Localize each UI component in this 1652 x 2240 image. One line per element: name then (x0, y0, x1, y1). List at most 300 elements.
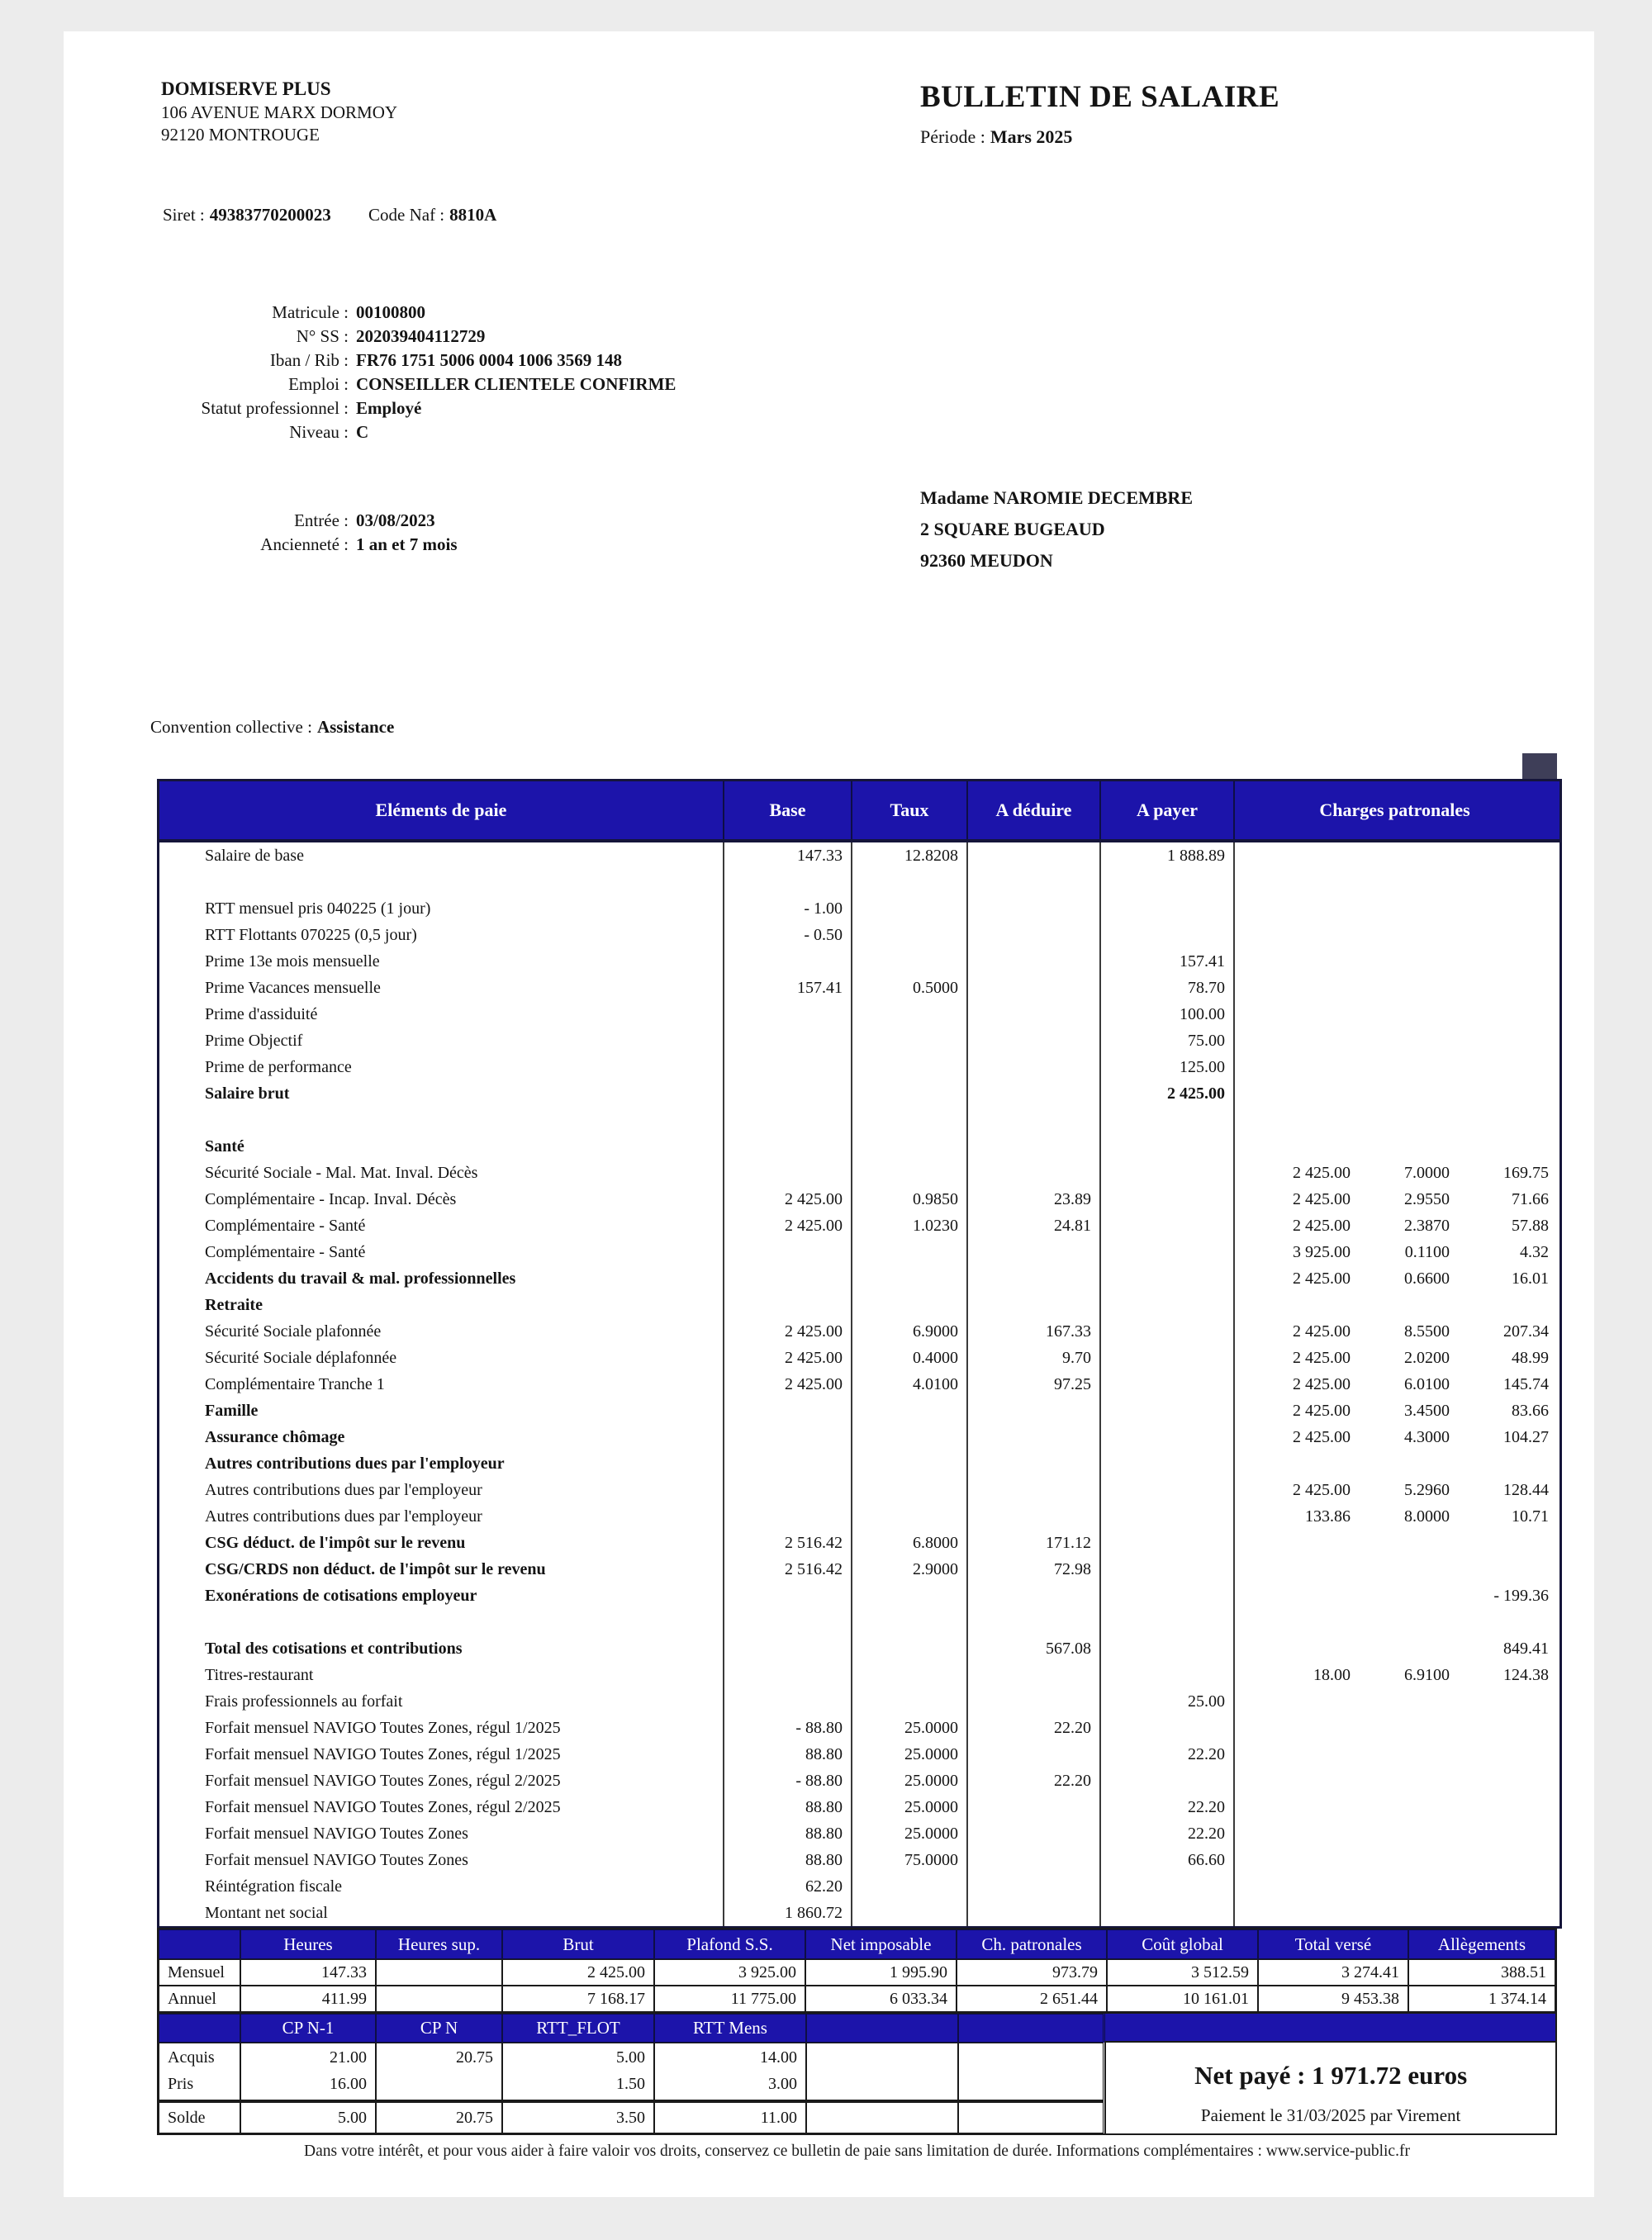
cell-deduire: 167.33 (968, 1318, 1101, 1345)
cell-charges-amount: 128.44 (1503, 1481, 1549, 1499)
table-row (159, 1768, 1559, 1794)
cell-charges (1235, 1133, 1555, 1160)
cell-payer (1101, 1398, 1235, 1424)
cell-charges-amount (1450, 1900, 1549, 1926)
cell-charges-taux (1351, 1794, 1450, 1820)
cell-charges (1235, 1107, 1555, 1133)
table-header-cell: Base (724, 781, 852, 839)
summary-header-cell: Plafond S.S. (654, 1929, 805, 1959)
cell-charges-amount (1450, 1107, 1549, 1133)
cell-deduire (968, 1609, 1101, 1635)
cell-charges-base: 2 425.00 (1293, 1428, 1351, 1446)
cell-charges (1235, 1213, 1555, 1239)
scan-corner-mark (1522, 753, 1557, 779)
leave-cell-acquis (807, 2043, 949, 2070)
cell-charges-base (1235, 869, 1351, 895)
summary-row (159, 1959, 1555, 1986)
cell-label: Accidents du travail & mal. professionnelles (159, 1265, 724, 1292)
cell-charges-amount (1450, 1873, 1549, 1900)
entry-field-label: Ancienneté : (260, 534, 349, 554)
cell-charges-amount (1450, 1847, 1549, 1873)
table-row (159, 1133, 1559, 1160)
cell-taux: 25.0000 (852, 1820, 968, 1847)
cell-deduire: 97.25 (968, 1371, 1101, 1398)
cell-charges (1235, 1688, 1555, 1715)
cell-taux (852, 1900, 968, 1926)
cell-charges-amount (1450, 1820, 1549, 1847)
cell-deduire (968, 1239, 1101, 1265)
cell-charges (1235, 1345, 1555, 1371)
cell-charges (1235, 948, 1555, 975)
cell-charges-amount (1450, 1609, 1549, 1635)
cell-base (724, 1583, 852, 1609)
table-row (159, 1398, 1559, 1424)
cell-base: 2 516.42 (724, 1556, 852, 1583)
cell-taux (852, 1398, 968, 1424)
cell-charges-base (1235, 1292, 1351, 1318)
cell-charges-amount: 849.41 (1503, 1640, 1549, 1658)
convention-line (150, 717, 394, 738)
cell-base (724, 1662, 852, 1688)
cell-deduire: 23.89 (968, 1186, 1101, 1213)
cell-charges-taux (1351, 1635, 1450, 1662)
cell-charges (1235, 1186, 1555, 1213)
cell-charges-amount (1450, 1715, 1549, 1741)
cell-payer (1101, 1900, 1235, 1926)
cell-charges-amount: 48.99 (1512, 1349, 1549, 1367)
cell-label: Total des cotisations et contributions (159, 1635, 724, 1662)
leave-header-cell (159, 2014, 240, 2043)
table-row (159, 1847, 1559, 1873)
cell-charges (1235, 1398, 1555, 1424)
cell-deduire (968, 1133, 1101, 1160)
cell-payer (1101, 1662, 1235, 1688)
cell-base: 88.80 (724, 1741, 852, 1768)
summary-cell: 2 651.44 (957, 1986, 1107, 2012)
leave-cell (240, 2043, 376, 2100)
cell-charges-taux (1351, 1107, 1450, 1133)
cell-charges-amount (1450, 1530, 1549, 1556)
table-row (159, 1186, 1559, 1213)
cell-taux (852, 1503, 968, 1530)
cell-charges-taux (1351, 1715, 1450, 1741)
summary-row-label: Mensuel (159, 1959, 240, 1986)
cell-charges-base (1235, 895, 1351, 922)
cell-deduire (968, 1794, 1101, 1820)
cell-payer: 25.00 (1101, 1688, 1235, 1715)
employee-field-label: Emploi : (288, 374, 349, 394)
leave-header-row (159, 2014, 1104, 2043)
cell-charges-amount (1450, 895, 1549, 922)
leave-header-cell: CP N-1 (240, 2014, 376, 2043)
cell-taux (852, 869, 968, 895)
payroll-table (157, 779, 1562, 1929)
table-header-cell: A déduire (968, 781, 1101, 839)
summary-cell: 147.33 (240, 1959, 376, 1986)
cell-payer (1101, 1477, 1235, 1503)
cell-charges-base (1235, 1027, 1351, 1054)
employer-name: DOMISERVE PLUS (161, 78, 331, 99)
entry-field-value: 1 an et 7 mois (356, 534, 458, 554)
cell-charges-taux (1351, 1556, 1450, 1583)
table-header-cell: Eléments de paie (159, 781, 724, 839)
cell-base: 147.33 (724, 842, 852, 869)
period-label: Période : (920, 126, 985, 147)
cell-payer: 22.20 (1101, 1820, 1235, 1847)
cell-base (724, 869, 852, 895)
employee-field-row (146, 420, 676, 444)
cell-charges-base (1235, 975, 1351, 1001)
cell-label: RTT Flottants 070225 (0,5 jour) (159, 922, 724, 948)
cell-payer: 75.00 (1101, 1027, 1235, 1054)
convention-label: Convention collective : (150, 717, 312, 737)
cell-deduire: 171.12 (968, 1530, 1101, 1556)
cell-charges-base (1235, 1583, 1351, 1609)
cell-charges-base (1235, 1900, 1351, 1926)
cell-taux (852, 1450, 968, 1477)
cell-payer (1101, 1265, 1235, 1292)
cell-label: Autres contributions dues par l'employeur (159, 1477, 724, 1503)
cell-charges-base (1235, 1054, 1351, 1080)
leave-solde-cell (958, 2100, 1104, 2133)
period-line (920, 126, 1279, 148)
cell-charges-amount (1450, 1741, 1549, 1768)
payslip-page (64, 31, 1594, 2197)
cell-taux: 25.0000 (852, 1741, 968, 1768)
cell-charges-amount (1450, 1794, 1549, 1820)
cell-charges-base (1235, 1107, 1351, 1133)
summary-header-cell (159, 1929, 240, 1959)
cell-base: 88.80 (724, 1794, 852, 1820)
cell-charges-taux: 8.5500 (1404, 1322, 1450, 1341)
cell-charges (1235, 922, 1555, 948)
summary-header-cell: Ch. patronales (957, 1929, 1107, 1959)
cell-taux: 4.0100 (852, 1371, 968, 1398)
cell-charges (1235, 1662, 1555, 1688)
leave-cell-pris (959, 2070, 1094, 2096)
cell-deduire (968, 1688, 1101, 1715)
summary-cell: 3 512.59 (1107, 1959, 1258, 1986)
cell-taux (852, 1107, 968, 1133)
cell-taux (852, 1609, 968, 1635)
entry-field-value: 03/08/2023 (356, 510, 435, 530)
cell-base: 88.80 (724, 1847, 852, 1873)
cell-charges-amount (1450, 1556, 1549, 1583)
cell-label: Complémentaire Tranche 1 (159, 1371, 724, 1398)
cell-label: Exonérations de cotisations employeur (159, 1583, 724, 1609)
cell-payer (1101, 869, 1235, 895)
employee-field-label: Iban / Rib : (269, 350, 349, 370)
cell-charges-base: 2 425.00 (1293, 1269, 1351, 1288)
cell-deduire: 24.81 (968, 1213, 1101, 1239)
summary-row-label: Annuel (159, 1986, 240, 2012)
cell-taux (852, 922, 968, 948)
summary-header-cell: Brut (502, 1929, 654, 1959)
employee-field-label: Niveau : (289, 422, 349, 442)
employee-field-value: FR76 1751 5006 0004 1006 3569 148 (356, 350, 622, 370)
leave-solde-cell (806, 2100, 958, 2133)
cell-charges-base (1235, 1556, 1351, 1583)
cell-charges-base (1235, 948, 1351, 975)
leave-header-cell (958, 2014, 1104, 2043)
summary-header-cell: Allègements (1408, 1929, 1555, 1959)
cell-charges-base: 2 425.00 (1293, 1164, 1351, 1182)
cell-payer (1101, 1768, 1235, 1794)
employee-field-row (146, 325, 676, 349)
cell-taux: 12.8208 (852, 842, 968, 869)
summary-cell: 3 925.00 (654, 1959, 805, 1986)
cell-charges-base (1235, 1794, 1351, 1820)
cell-charges-base: 133.86 (1305, 1507, 1351, 1526)
recipient-street: 2 SQUARE BUGEAUD (920, 519, 1105, 539)
cell-charges-taux (1351, 1768, 1450, 1794)
leave-acquis-pris-rows (159, 2043, 1104, 2100)
table-row (159, 1530, 1559, 1556)
cell-label: Autres contributions dues par l'employeur (159, 1450, 724, 1477)
cell-charges-amount: 124.38 (1503, 1666, 1549, 1684)
leave-solde-cell: 11.00 (654, 2100, 806, 2133)
cell-taux: 25.0000 (852, 1768, 968, 1794)
cell-charges (1235, 1292, 1555, 1318)
cell-taux (852, 895, 968, 922)
cell-label: Prime Vacances mensuelle (159, 975, 724, 1001)
cell-deduire (968, 869, 1101, 895)
cell-label: Forfait mensuel NAVIGO Toutes Zones, régul 2/2025 (159, 1768, 724, 1794)
table-row (159, 1688, 1559, 1715)
cell-charges-base (1235, 1080, 1351, 1107)
cell-charges-base (1235, 1609, 1351, 1635)
cell-charges-taux (1351, 869, 1450, 895)
cell-base (724, 1239, 852, 1265)
cell-base: 2 425.00 (724, 1213, 852, 1239)
cell-charges-amount: 16.01 (1512, 1269, 1549, 1288)
cell-charges (1235, 1873, 1555, 1900)
cell-base (724, 1027, 852, 1054)
summary-cell (376, 1959, 502, 1986)
cell-payer (1101, 1160, 1235, 1186)
cell-taux (852, 1873, 968, 1900)
cell-charges (1235, 1609, 1555, 1635)
summary-header-cell: Heures sup. (376, 1929, 502, 1959)
cell-charges-base (1235, 1001, 1351, 1027)
cell-charges (1235, 1741, 1555, 1768)
leave-solde-cell: 5.00 (240, 2100, 376, 2133)
cell-charges-taux (1351, 1054, 1450, 1080)
cell-deduire (968, 1107, 1101, 1133)
cell-taux (852, 1054, 968, 1080)
leave-cell-acquis (959, 2043, 1094, 2070)
cell-taux (852, 1477, 968, 1503)
cell-deduire (968, 1054, 1101, 1080)
table-header-cell: Charges patronales (1319, 800, 1470, 820)
cell-charges-base: 2 425.00 (1293, 1217, 1351, 1235)
table-row (159, 1873, 1559, 1900)
cell-taux (852, 1080, 968, 1107)
cell-taux: 0.4000 (852, 1345, 968, 1371)
summary-cell: 973.79 (957, 1959, 1107, 1986)
cell-charges-base (1235, 1820, 1351, 1847)
table-row (159, 1794, 1559, 1820)
table-row-blank (159, 1107, 1559, 1133)
cell-taux (852, 1583, 968, 1609)
cell-payer (1101, 1450, 1235, 1477)
cell-label: Forfait mensuel NAVIGO Toutes Zones (159, 1820, 724, 1847)
cell-payer: 22.20 (1101, 1794, 1235, 1820)
cell-charges-taux: 0.6600 (1404, 1269, 1450, 1288)
cell-base (724, 1133, 852, 1160)
cell-charges-base (1235, 1741, 1351, 1768)
entry-field-row (146, 509, 458, 533)
cell-charges-base (1235, 1133, 1351, 1160)
cell-base (724, 1265, 852, 1292)
cell-charges-base (1235, 1768, 1351, 1794)
cell-charges (1235, 1371, 1555, 1398)
cell-deduire (968, 1027, 1101, 1054)
employee-fields (146, 301, 676, 444)
cell-payer: 22.20 (1101, 1741, 1235, 1768)
cell-charges-amount: 145.74 (1503, 1375, 1549, 1393)
table-row (159, 1265, 1559, 1292)
cell-charges-amount (1450, 975, 1549, 1001)
cell-deduire (968, 975, 1101, 1001)
cell-base: 2 425.00 (724, 1345, 852, 1371)
cell-charges-amount (1450, 1292, 1549, 1318)
cell-base (724, 1635, 852, 1662)
cell-charges-base (1235, 1715, 1351, 1741)
cell-charges-amount (1450, 869, 1549, 895)
cell-base (724, 1001, 852, 1027)
cell-payer (1101, 1213, 1235, 1239)
cell-charges (1235, 1160, 1555, 1186)
cell-charges (1235, 1239, 1555, 1265)
cell-charges-amount (1450, 1054, 1549, 1080)
cell-charges-amount: 4.32 (1520, 1243, 1549, 1261)
naf-value: 8810A (449, 205, 497, 225)
naf-label: Code Naf : (368, 205, 445, 225)
entry-fields (146, 509, 458, 557)
summary-cell: 6 033.34 (805, 1986, 957, 2012)
cell-label (159, 1609, 724, 1635)
cell-charges (1235, 1080, 1555, 1107)
cell-charges (1235, 1794, 1555, 1820)
cell-charges-taux (1351, 1583, 1450, 1609)
cell-deduire (968, 1662, 1101, 1688)
page-title: BULLETIN DE SALAIRE (920, 80, 1280, 114)
cell-charges-taux: 0.1100 (1404, 1243, 1450, 1261)
summary-header-row (159, 1929, 1555, 1959)
cell-payer (1101, 1556, 1235, 1583)
employee-field-label: Statut professionnel : (201, 398, 349, 418)
leave-header-cell: RTT Mens (654, 2014, 806, 2043)
cell-charges-taux (1351, 1900, 1450, 1926)
cell-base (724, 1054, 852, 1080)
table-row (159, 1080, 1559, 1107)
cell-payer (1101, 1107, 1235, 1133)
leave-cell-acquis: 14.00 (760, 2048, 797, 2067)
cell-base (724, 1292, 852, 1318)
cell-base: 2 425.00 (724, 1318, 852, 1345)
cell-charges-taux (1351, 975, 1450, 1001)
net-paid-amount: Net payé : 1 971.72 euros (1194, 2061, 1468, 2090)
leave-cell-pris (377, 2070, 493, 2096)
cell-charges-amount (1450, 948, 1549, 975)
cell-charges (1235, 1001, 1555, 1027)
cell-label: Complémentaire - Santé (159, 1239, 724, 1265)
employee-field-row (146, 396, 676, 420)
employee-field-row (146, 349, 676, 373)
leave-header-cell (806, 2014, 958, 2043)
summary-row (159, 1986, 1555, 2012)
cell-payer: 78.70 (1101, 975, 1235, 1001)
cell-base (724, 1688, 852, 1715)
cell-deduire (968, 1847, 1101, 1873)
cell-label: CSG/CRDS non déduct. de l'impôt sur le revenu (159, 1556, 724, 1583)
cell-charges (1235, 1503, 1555, 1530)
cell-taux: 25.0000 (852, 1715, 968, 1741)
cell-payer (1101, 1583, 1235, 1609)
cell-taux (852, 1239, 968, 1265)
cell-deduire: 9.70 (968, 1345, 1101, 1371)
cell-label: Assurance chômage (159, 1424, 724, 1450)
table-row-blank (159, 1609, 1559, 1635)
leave-label-pris: Pris (168, 2075, 194, 2093)
cell-payer: 1 888.89 (1101, 842, 1235, 869)
cell-charges-taux: 2.3870 (1404, 1217, 1450, 1235)
cell-charges-taux: 2.9550 (1404, 1190, 1450, 1208)
cell-charges (1235, 1318, 1555, 1345)
leave-header-cell: RTT_FLOT (502, 2014, 654, 2043)
leave-cell-acquis: 5.00 (616, 2048, 645, 2067)
cell-charges-amount (1450, 1450, 1549, 1477)
cell-label: Sécurité Sociale - Mal. Mat. Inval. Décès (159, 1160, 724, 1186)
cell-charges (1235, 869, 1555, 895)
cell-charges-base (1235, 842, 1351, 869)
cell-charges-base (1235, 1530, 1351, 1556)
cell-payer (1101, 1345, 1235, 1371)
cell-taux (852, 1133, 968, 1160)
cell-charges-taux (1351, 1080, 1450, 1107)
cell-taux (852, 1027, 968, 1054)
cell-label: Prime Objectif (159, 1027, 724, 1054)
table-row (159, 1477, 1559, 1503)
cell-charges-amount: - 199.36 (1493, 1587, 1549, 1605)
cell-label: Prime d'assiduité (159, 1001, 724, 1027)
cell-charges-taux (1351, 1001, 1450, 1027)
cell-charges-base (1235, 1847, 1351, 1873)
cell-payer (1101, 1503, 1235, 1530)
leave-cell-pris (807, 2070, 949, 2096)
cell-deduire (968, 1900, 1101, 1926)
cell-label: Montant net social (159, 1900, 724, 1926)
cell-payer (1101, 1133, 1235, 1160)
cell-charges-base (1235, 1688, 1351, 1715)
table-header-cell: Taux (852, 781, 968, 839)
table-row (159, 1371, 1559, 1398)
recipient-city: 92360 MEUDON (920, 550, 1053, 571)
cell-taux: 0.9850 (852, 1186, 968, 1213)
cell-taux (852, 1635, 968, 1662)
summary-cell: 1 374.14 (1408, 1986, 1555, 2012)
cell-base: 62.20 (724, 1873, 852, 1900)
cell-deduire (968, 895, 1101, 922)
cell-taux: 6.8000 (852, 1530, 968, 1556)
cell-charges-taux: 2.0200 (1404, 1349, 1450, 1367)
cell-deduire (968, 1424, 1101, 1450)
cell-charges-base (1235, 1635, 1351, 1662)
leave-table (157, 2014, 1557, 2135)
table-row (159, 1662, 1559, 1688)
cell-deduire (968, 1477, 1101, 1503)
